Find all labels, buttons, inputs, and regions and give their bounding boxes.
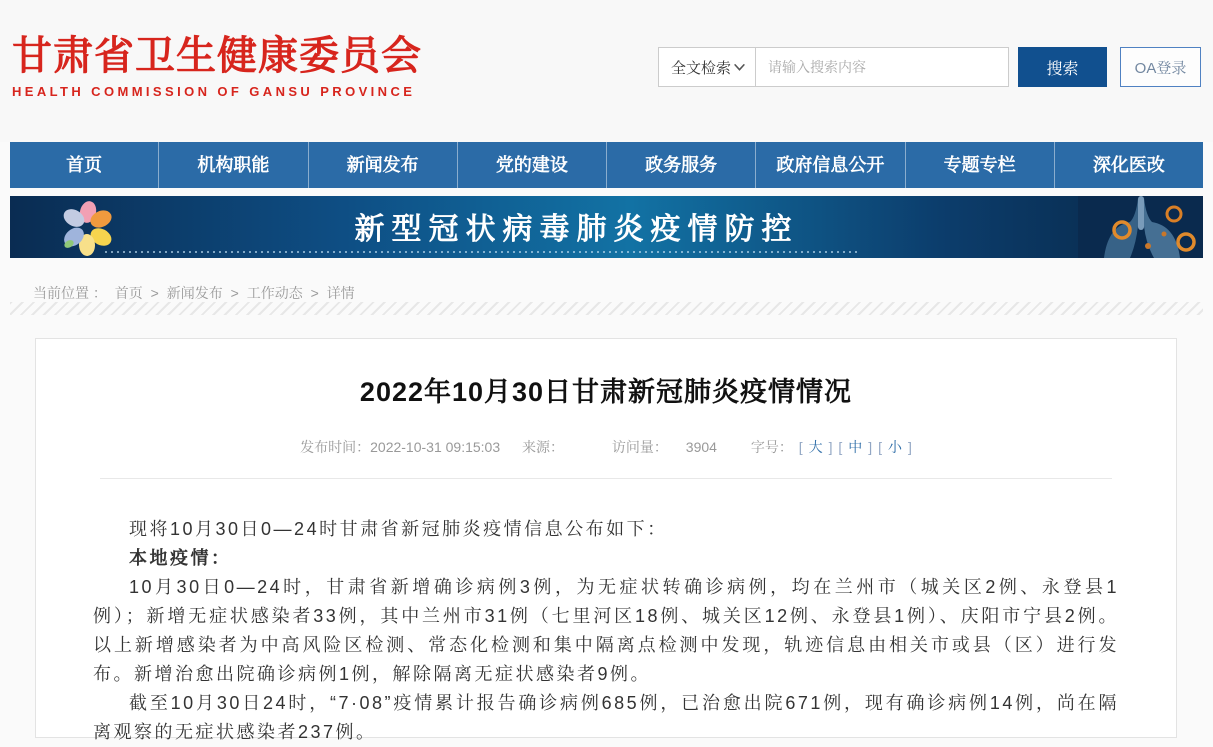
nav-item-info-disclosure[interactable]: 政府信息公开 [756,142,905,188]
oa-login-button[interactable]: OA登录 [1120,47,1201,87]
views-value: 3904 [685,439,717,455]
banner-dotted-line [105,251,860,253]
main-nav [10,142,1203,188]
breadcrumb-link-home[interactable]: 首页 [114,285,143,301]
breadcrumb-separator: > [310,285,319,301]
article-paragraph: 10月30日0—24时，甘肃省新增确诊病例3例，为无症状转确诊病例，均在兰州市（城关区2例、永登县1例）；新增无症状感染者33例，其中兰州市31例（七里河区18例、城关区12例、永登县1例）、庆阳市宁县2例。以上新增感染者为中高风险区检测、常态化检测和集中隔离点检测中发现，轨迹信息由相关市或县（区）进行发布。新增治愈出院确诊病例1例，解除隔离无症状感染者9例。 [93,577,1119,684]
search-scope-value: 全文检索 [671,59,732,77]
nav-item-news[interactable]: 新闻发布 [309,142,458,188]
nav-item-home[interactable]: 首页 [10,142,159,188]
article-body [93,515,1119,747]
logo-title: 甘肃省卫生健康委员会 [12,34,422,78]
fontsize-label: 字号： [750,439,793,455]
logo-subtitle: HEALTH COMMISSION OF GANSU PROVINCE [12,84,416,99]
article-paragraph-local-epidemic-heading: 本地疫情： [129,548,232,568]
font-size-medium-button[interactable]: [ 中 ] [838,439,873,455]
article-meta [36,437,1176,457]
chevron-down-icon [734,64,745,71]
nav-item-functions[interactable]: 机构职能 [159,142,308,188]
search-button[interactable]: 搜索 [1018,47,1107,87]
nav-item-medical-reform[interactable]: 深化医改 [1092,155,1165,175]
breadcrumb-separator: > [230,285,239,301]
search-scope-select[interactable] [658,47,756,87]
breadcrumb [33,283,359,303]
site-header [0,0,1213,142]
font-size-large-button[interactable]: [ 大 ] [798,439,833,455]
views-label: 访问量： [611,439,668,455]
hatch-divider [10,302,1203,315]
nav-item-party-building[interactable]: 党的建设 [458,142,607,188]
article-paragraph-clipped: 截至10月30日24时，“7·08”疫情累计报告确诊病例685例，已治愈出院671例，现有确诊病例14例，尚在隔离观察的无症状感染者237例。 [93,693,1119,742]
lungs-image [1078,196,1203,258]
meta-divider [100,478,1112,479]
nav-item-services[interactable]: 政务服务 [607,142,756,188]
publish-time-label: 发布时间： [300,439,371,455]
article-paragraph: 现将10月30日0—24时甘肃省新冠肺炎疫情信息公布如下： [129,519,668,539]
source-label: 来源： [522,439,565,455]
breadcrumb-separator: > [150,285,159,301]
font-size-small-button[interactable]: [ 小 ] [878,439,912,455]
search-area [658,47,1201,87]
breadcrumb-link-work-trends[interactable]: 工作动态 [246,285,303,301]
breadcrumb-link-news[interactable]: 新闻发布 [166,285,223,301]
search-input[interactable] [756,47,1009,87]
publish-time-value: 2022-10-31 09:15:03 [370,439,501,455]
breadcrumb-current: 详情 [326,285,355,301]
article-card [35,338,1177,742]
covid-prevention-banner[interactable] [10,196,1203,258]
site-logo [12,34,422,99]
breadcrumb-label: 当前位置 ： [33,285,107,301]
article-title: 2022年10月30日甘肃新冠肺炎疫情情况 [359,377,853,407]
banner-title: 新型冠状病毒肺炎疫情防控 [354,213,799,247]
nav-item-special-topics[interactable]: 专题专栏 [906,142,1055,188]
